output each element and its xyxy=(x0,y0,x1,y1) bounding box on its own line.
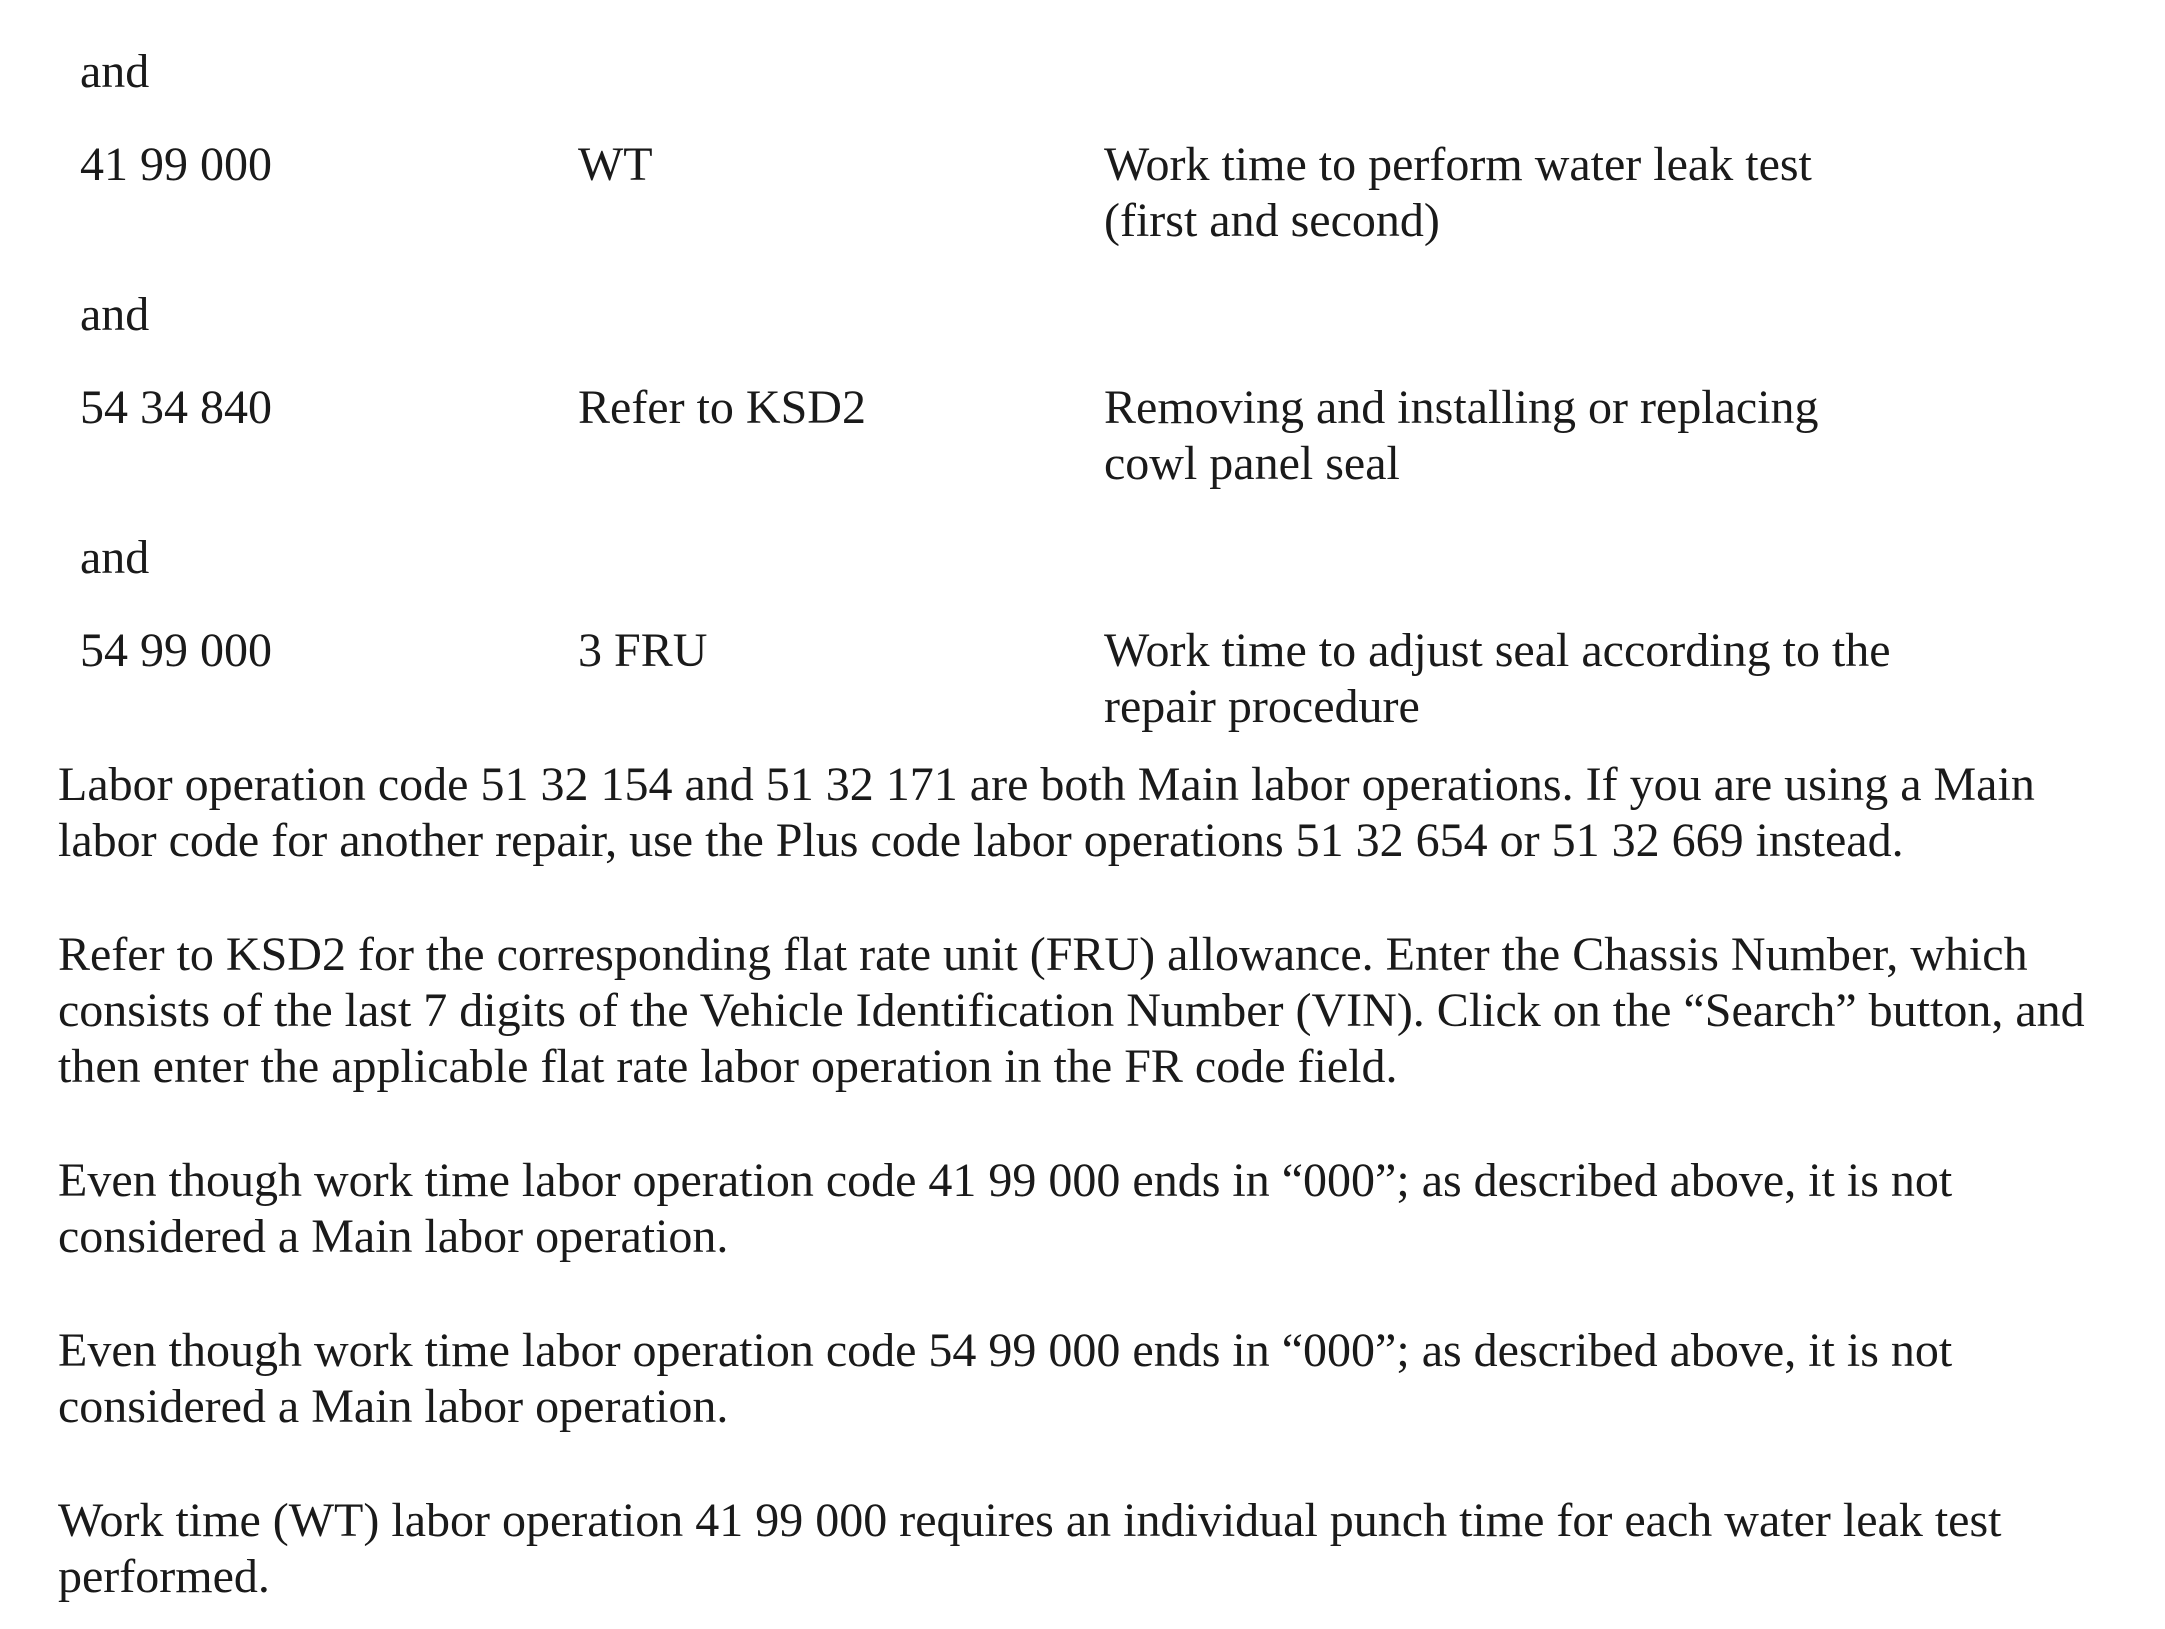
paragraph-main-labor-codes: Labor operation code 51 32 154 and 51 32 171 are both Main labor operations. If you are using a Main labor code for another repair, use the Plus code labor operations 51 32 654 or 51 32 669 instead. xyxy=(58,758,2035,867)
labor-time: WT xyxy=(578,138,653,191)
conjunction-and: and xyxy=(80,288,150,341)
labor-code: 41 99 000 xyxy=(80,138,272,191)
conjunction-and: and xyxy=(80,45,150,98)
labor-code: 54 99 000 xyxy=(80,624,272,677)
labor-time: 3 FRU xyxy=(578,624,708,677)
paragraph-punch-time: Work time (WT) labor operation 41 99 000 requires an individual punch time for each water leak test performed. xyxy=(58,1494,2002,1603)
paragraph-ksd2-instructions: Refer to KSD2 for the corresponding flat rate unit (FRU) allowance. Enter the Chassis Number, which consists of the last 7 digits of the Vehicle Identification Number (VIN). Click on the “Search” button, and then enter the applicable flat rate labor operation in the FR code field. xyxy=(58,928,2085,1093)
labor-description: Work time to perform water leak test (first and second) xyxy=(1104,138,1812,247)
labor-code: 54 34 840 xyxy=(80,381,272,434)
paragraph-41-99-000-note: Even though work time labor operation code 41 99 000 ends in “000”; as described above, it is not considered a Main labor operation. xyxy=(58,1154,1953,1263)
labor-description: Removing and installing or replacing cowl panel seal xyxy=(1104,381,1819,490)
labor-description: Work time to adjust seal according to the repair procedure xyxy=(1104,624,1891,733)
conjunction-and: and xyxy=(80,531,150,584)
labor-time: Refer to KSD2 xyxy=(578,381,866,434)
paragraph-54-99-000-note: Even though work time labor operation code 54 99 000 ends in “000”; as described above, it is not considered a Main labor operation. xyxy=(58,1324,1953,1433)
